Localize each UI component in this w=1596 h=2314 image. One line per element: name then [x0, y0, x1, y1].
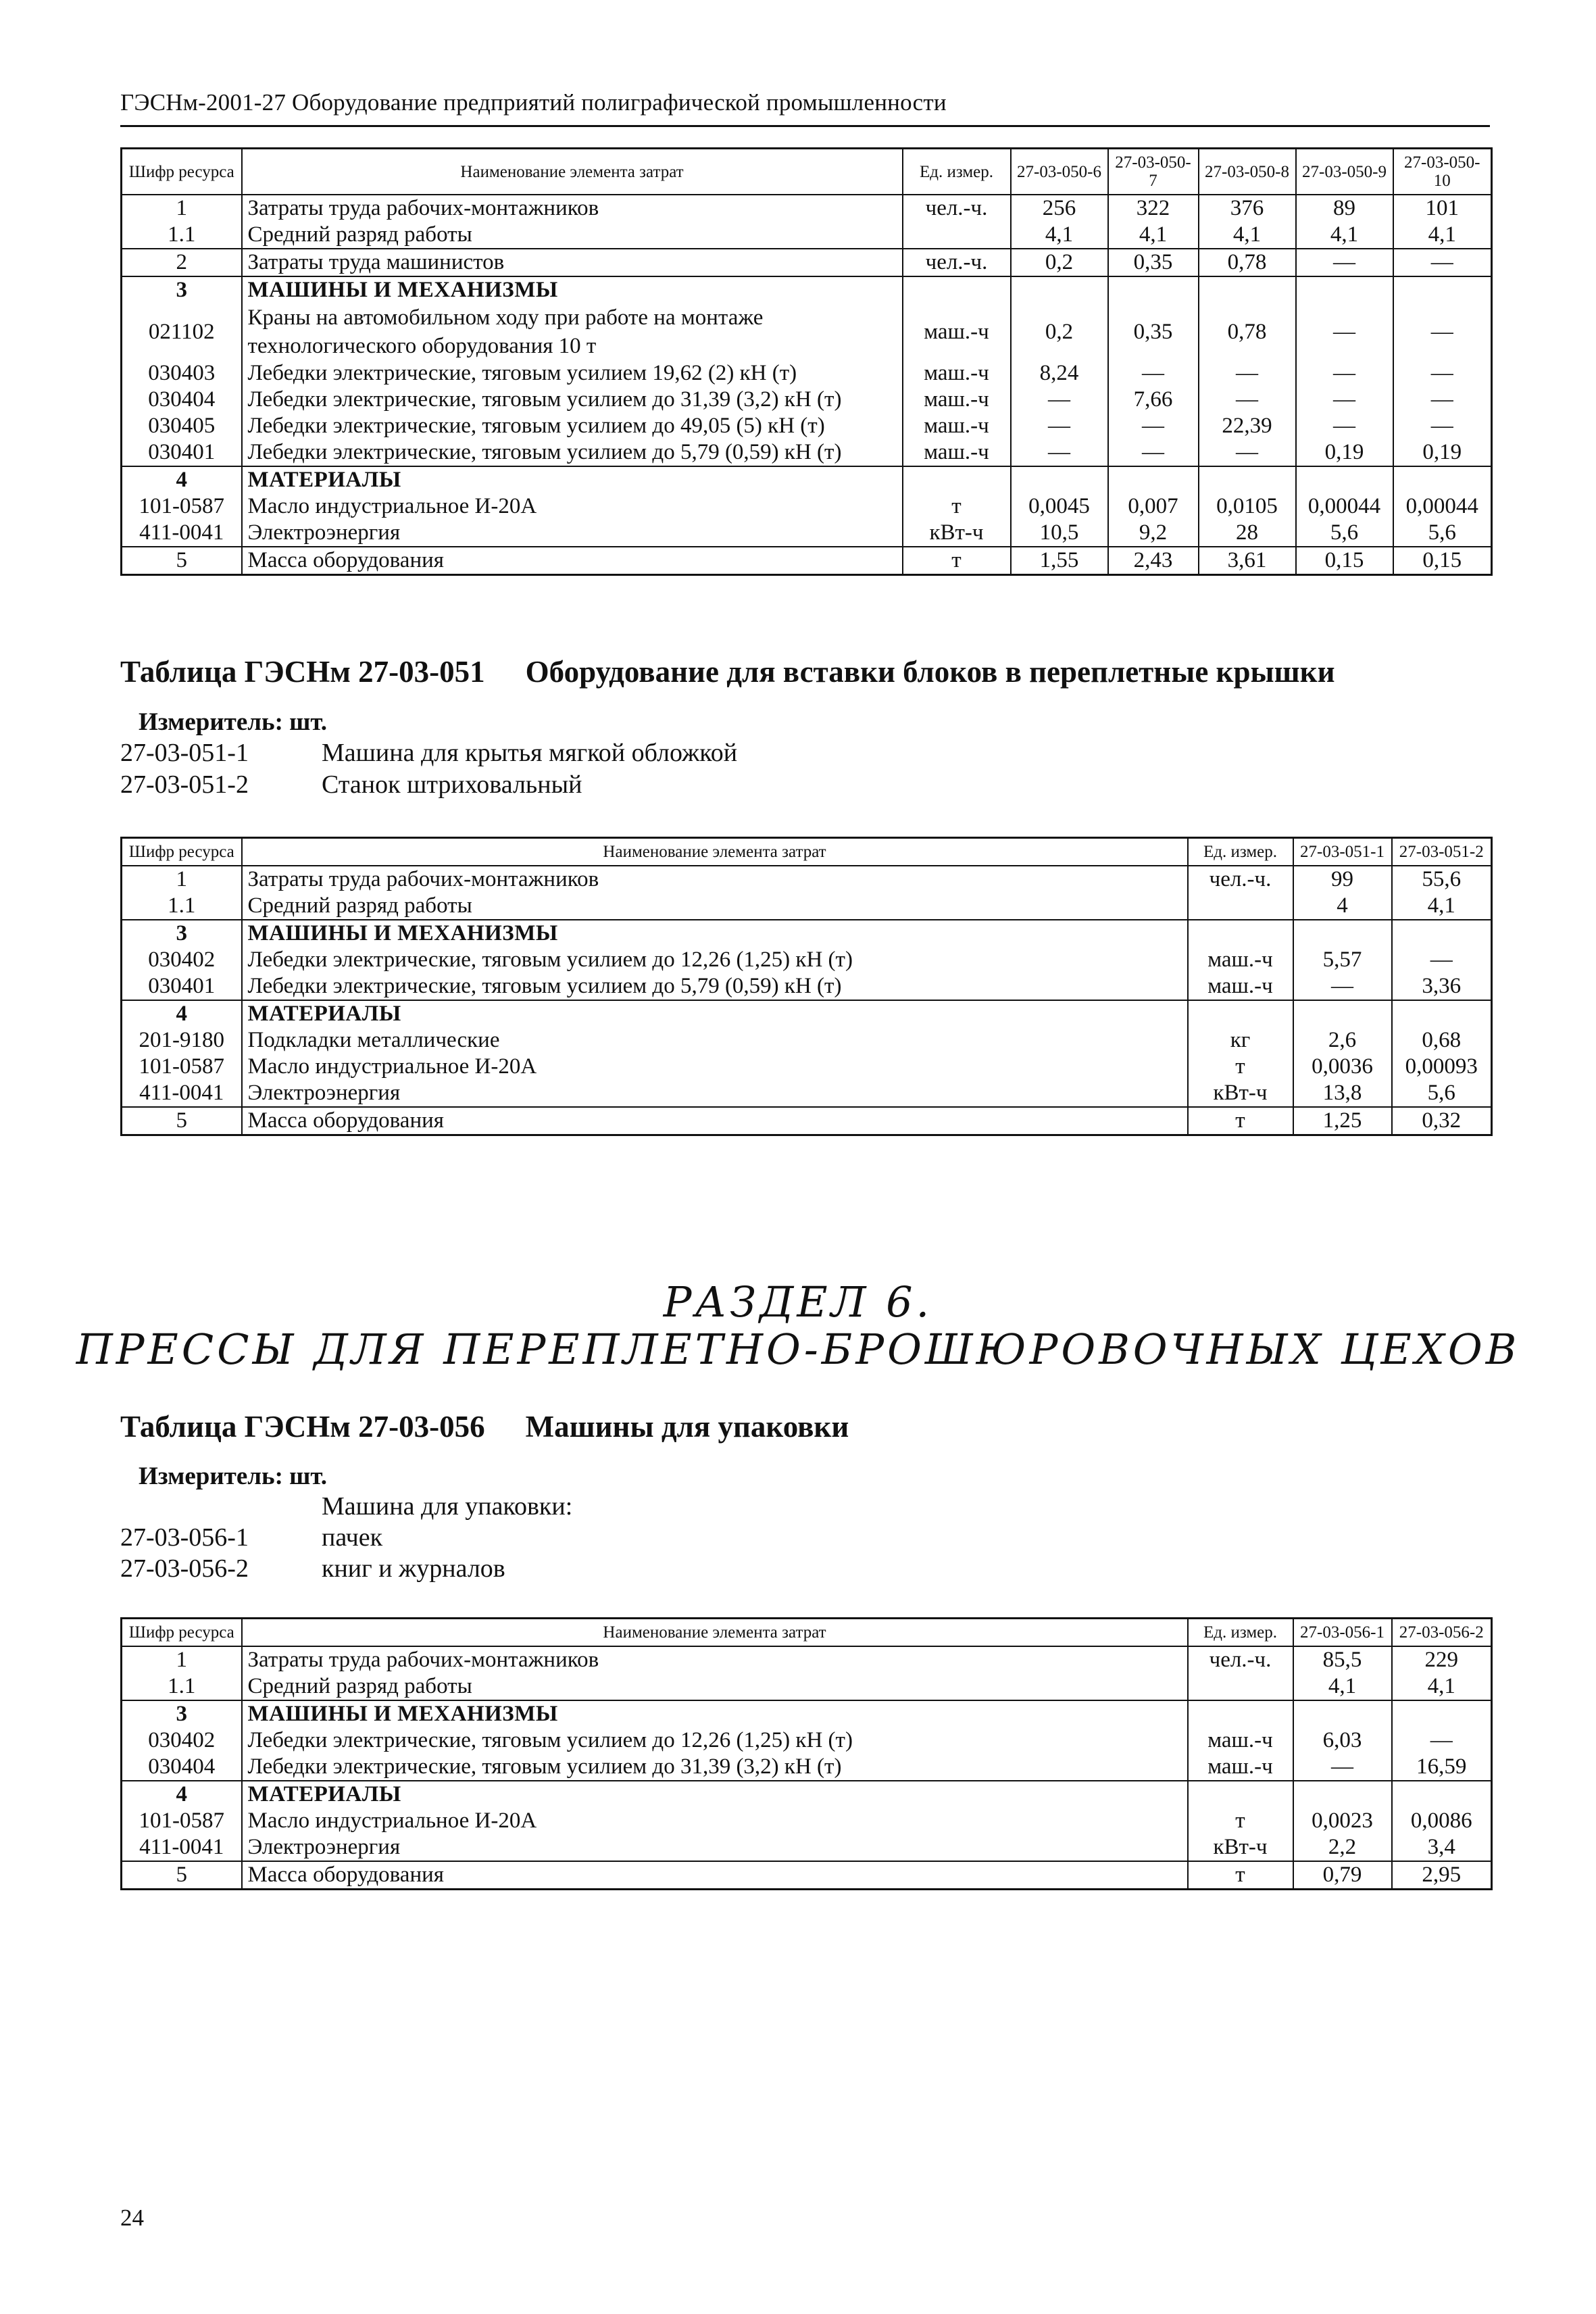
cell-unit: маш.-ч [903, 439, 1011, 466]
cell-unit: маш.-ч [1188, 1727, 1293, 1754]
cell-unit: чел.-ч. [903, 195, 1011, 222]
cell-cost-element: Масса оборудования [242, 547, 903, 575]
cell-resource-code: 1.1 [122, 222, 242, 249]
cell-resource-code: 3 [122, 276, 242, 303]
cell-resource-code: 5 [122, 547, 242, 575]
cell-unit: маш.-ч [1188, 947, 1293, 973]
cell-value: 4 [1293, 893, 1392, 920]
cell-value [1392, 1781, 1492, 1808]
cell-resource-code: 101-0587 [122, 1808, 242, 1834]
cell-value [1392, 1000, 1492, 1027]
cell-value [1199, 466, 1296, 493]
cell-resource-code: 030401 [122, 439, 242, 466]
cell-resource-code: 3 [122, 920, 242, 947]
cell-cost-element: Краны на автомобильном ходу при работе на монтаже технологического оборудования 10 т [242, 303, 903, 360]
cell-value: 0,0045 [1011, 493, 1108, 520]
cell-value: 0,0086 [1392, 1808, 1492, 1834]
cell-resource-code: 5 [122, 1107, 242, 1135]
cell-value: 1,25 [1293, 1107, 1392, 1135]
cell-cost-element: МАТЕРИАЛЫ [242, 1781, 1188, 1808]
table-intro: Машина для упаковки: [322, 1492, 573, 1521]
table-item-code: 27-03-051-1 [120, 739, 249, 767]
cell-unit: т [1188, 1861, 1293, 1890]
cell-value: 4,1 [1011, 222, 1108, 249]
cell-resource-code: 1 [122, 195, 242, 222]
cell-value: 4,1 [1199, 222, 1296, 249]
cell-resource-code: 030402 [122, 947, 242, 973]
cell-cost-element: Затраты труда рабочих-монтажников [242, 195, 903, 222]
cell-value: 0,0036 [1293, 1054, 1392, 1080]
cell-unit: маш.-ч [1188, 1754, 1293, 1781]
cell-unit: т [903, 547, 1011, 575]
cell-value [1011, 276, 1108, 303]
cell-value: 5,6 [1296, 520, 1393, 547]
cost-table-27-03-051 [120, 837, 1493, 1136]
cell-unit: чел.-ч. [903, 249, 1011, 276]
cell-value: 4,1 [1392, 1673, 1492, 1700]
cell-resource-code: 411-0041 [122, 1834, 242, 1861]
cell-value: — [1011, 387, 1108, 413]
cell-cost-element: Лебедки электрические, тяговым усилием до 12,26 (1,25) кН (т) [242, 947, 1188, 973]
cell-value: 28 [1199, 520, 1296, 547]
cell-value [1296, 276, 1393, 303]
cell-cost-element: Лебедки электрические, тяговым усилием 19,62 (2) кН (т) [242, 360, 903, 387]
cell-unit: кВт-ч [1188, 1834, 1293, 1861]
table-body [122, 866, 1492, 1135]
cell-value: 0,32 [1392, 1107, 1492, 1135]
table-item-code: 27-03-056-1 [120, 1523, 249, 1552]
cell-cost-element: Подкладки металлические [242, 1027, 1188, 1054]
cell-value: 0,2 [1011, 303, 1108, 360]
cell-unit [1188, 1673, 1293, 1700]
cell-value: 16,59 [1392, 1754, 1492, 1781]
cell-value: — [1199, 387, 1296, 413]
table-row [122, 1700, 1492, 1727]
cell-value: — [1296, 303, 1393, 360]
cell-value: 9,2 [1108, 520, 1199, 547]
cell-value: 0,00093 [1392, 1054, 1492, 1080]
col-header-resource: 27-03-056-1 [1293, 1619, 1392, 1647]
table-title-code: Таблица ГЭСНм 27-03-056 [120, 1410, 485, 1444]
cell-value: — [1108, 439, 1199, 466]
table-row [122, 893, 1492, 920]
cell-unit: т [1188, 1107, 1293, 1135]
cell-value: — [1392, 947, 1492, 973]
cell-resource-code: 101-0587 [122, 493, 242, 520]
cell-cost-element: Электроэнергия [242, 520, 903, 547]
cell-value [1293, 920, 1392, 947]
cell-value: 4,1 [1293, 1673, 1392, 1700]
table-row [122, 387, 1492, 413]
table-row [122, 866, 1492, 893]
cell-cost-element: Средний разряд работы [242, 893, 1188, 920]
col-header-name: Наименование элемента затрат [242, 1619, 1188, 1647]
col-header-resource: 27-03-050-6 [1011, 149, 1108, 195]
cell-value [1392, 1700, 1492, 1727]
cell-cost-element: Электроэнергия [242, 1834, 1188, 1861]
cell-resource-code: 4 [122, 1000, 242, 1027]
cell-cost-element: Лебедки электрические, тяговым усилием до 5,79 (0,59) кН (т) [242, 439, 903, 466]
cell-value: — [1393, 387, 1492, 413]
cell-cost-element: МАТЕРИАЛЫ [242, 1000, 1188, 1027]
cell-resource-code: 030401 [122, 973, 242, 1000]
running-header: ГЭСНм-2001-27 Оборудование предприятий полиграфической промышленности [120, 89, 947, 116]
cell-unit: маш.-ч [903, 360, 1011, 387]
table-body [122, 195, 1492, 575]
cell-unit [1188, 1781, 1293, 1808]
col-header-resource: 27-03-050-7 [1108, 149, 1199, 195]
cost-table-27-03-056 [120, 1617, 1493, 1890]
col-header-code: Шифр ресурса [122, 1619, 242, 1647]
table-header-row [122, 838, 1492, 866]
cell-unit [1188, 1700, 1293, 1727]
cell-value [1108, 466, 1199, 493]
cell-value: 5,6 [1393, 520, 1492, 547]
table-row [122, 947, 1492, 973]
cell-value: — [1199, 360, 1296, 387]
cell-resource-code: 411-0041 [122, 1080, 242, 1107]
cell-unit [1188, 893, 1293, 920]
cell-value: 322 [1108, 195, 1199, 222]
table-row [122, 547, 1492, 575]
cell-value: — [1393, 360, 1492, 387]
col-header-resource: 27-03-050-9 [1296, 149, 1393, 195]
col-header-resource: 27-03-050-10 [1393, 149, 1492, 195]
table-row [122, 1027, 1492, 1054]
cell-unit [903, 276, 1011, 303]
col-header-resource: 27-03-056-2 [1392, 1619, 1492, 1647]
cell-unit: маш.-ч [1188, 973, 1293, 1000]
cell-value: — [1293, 1754, 1392, 1781]
cell-resource-code: 1 [122, 866, 242, 893]
measure-label: Измеритель: шт. [139, 708, 328, 736]
table-title-text: Оборудование для вставки блоков в переплетные крышки [525, 655, 1335, 689]
cell-value [1393, 276, 1492, 303]
cell-value: 3,4 [1392, 1834, 1492, 1861]
cell-value: 2,6 [1293, 1027, 1392, 1054]
cell-value [1199, 276, 1296, 303]
table-row [122, 1754, 1492, 1781]
table-row [122, 493, 1492, 520]
cell-value: 0,00044 [1393, 493, 1492, 520]
cell-value: — [1296, 413, 1393, 439]
table-item-text: Станок штриховальный [322, 770, 582, 799]
cell-value: — [1392, 1727, 1492, 1754]
cell-value: 0,78 [1199, 249, 1296, 276]
cell-value [1392, 920, 1492, 947]
table-item-text: Машина для крытья мягкой обложкой [322, 739, 738, 767]
table-row [122, 920, 1492, 947]
table-item [120, 770, 582, 799]
cell-resource-code: 2 [122, 249, 242, 276]
table-title-text: Машины для упаковки [525, 1410, 849, 1444]
cell-unit: т [1188, 1808, 1293, 1834]
table-title-code: Таблица ГЭСНм 27-03-051 [120, 655, 485, 689]
cell-value: 7,66 [1108, 387, 1199, 413]
cell-value: 0,35 [1108, 249, 1199, 276]
cell-value: — [1293, 973, 1392, 1000]
cell-value: 4,1 [1392, 893, 1492, 920]
cell-value: 0,00044 [1296, 493, 1393, 520]
table-item-text: книг и журналов [322, 1554, 505, 1583]
cell-value: 5,57 [1293, 947, 1392, 973]
cell-cost-element: Масса оборудования [242, 1107, 1188, 1135]
cell-cost-element: Затраты труда рабочих-монтажников [242, 1646, 1188, 1673]
cell-value: — [1108, 413, 1199, 439]
table-body [122, 1646, 1492, 1890]
cell-value: 0,68 [1392, 1027, 1492, 1054]
cell-resource-code: 3 [122, 1700, 242, 1727]
col-header-unit: Ед. измер. [903, 149, 1011, 195]
cell-cost-element: Лебедки электрические, тяговым усилием до 31,39 (3,2) кН (т) [242, 1754, 1188, 1781]
cell-value: — [1393, 303, 1492, 360]
cell-unit [903, 222, 1011, 249]
cell-value: — [1011, 439, 1108, 466]
cell-cost-element: Электроэнергия [242, 1080, 1188, 1107]
cell-cost-element: Затраты труда машинистов [242, 249, 903, 276]
table-row [122, 1054, 1492, 1080]
cell-value: 0,35 [1108, 303, 1199, 360]
table-row [122, 1673, 1492, 1700]
cell-value: 2,43 [1108, 547, 1199, 575]
cell-cost-element: Лебедки электрические, тяговым усилием до 49,05 (5) кН (т) [242, 413, 903, 439]
cell-value: 13,8 [1293, 1080, 1392, 1107]
cell-value: 5,6 [1392, 1080, 1492, 1107]
cell-value: 6,03 [1293, 1727, 1392, 1754]
cell-cost-element: Масло индустриальное И-20А [242, 1808, 1188, 1834]
col-header-name: Наименование элемента затрат [242, 149, 903, 195]
table-row [122, 249, 1492, 276]
cell-value: 0,0105 [1199, 493, 1296, 520]
cell-cost-element: Лебедки электрические, тяговым усилием до 12,26 (1,25) кН (т) [242, 1727, 1188, 1754]
cell-value: 0,0023 [1293, 1808, 1392, 1834]
cell-resource-code: 030404 [122, 1754, 242, 1781]
section-subtitle: ПРЕССЫ ДЛЯ ПЕРЕПЛЕТНО-БРОШЮРОВОЧНЫХ ЦЕХОВ [76, 1325, 1520, 1374]
table-row [122, 439, 1492, 466]
table-row [122, 466, 1492, 493]
cell-cost-element: Лебедки электрические, тяговым усилием до 31,39 (3,2) кН (т) [242, 387, 903, 413]
table-row [122, 1646, 1492, 1673]
table-header-row [122, 1619, 1492, 1647]
cell-value: 2,2 [1293, 1834, 1392, 1861]
cell-unit: кВт-ч [903, 520, 1011, 547]
cell-value: 101 [1393, 195, 1492, 222]
table-row [122, 1808, 1492, 1834]
cell-unit: маш.-ч [903, 303, 1011, 360]
table-row [122, 1727, 1492, 1754]
cell-value: 229 [1392, 1646, 1492, 1673]
cell-resource-code: 030402 [122, 1727, 242, 1754]
cell-resource-code: 101-0587 [122, 1054, 242, 1080]
cell-value: 0,15 [1296, 547, 1393, 575]
cell-resource-code: 1.1 [122, 893, 242, 920]
cell-value [1293, 1000, 1392, 1027]
cell-resource-code: 4 [122, 466, 242, 493]
cell-value: 55,6 [1392, 866, 1492, 893]
cell-unit: т [1188, 1054, 1293, 1080]
cell-value: — [1296, 249, 1393, 276]
cell-unit: чел.-ч. [1188, 1646, 1293, 1673]
header-rule [120, 125, 1490, 127]
cell-unit: маш.-ч [903, 387, 1011, 413]
cell-value: 0,007 [1108, 493, 1199, 520]
cell-value: — [1108, 360, 1199, 387]
cell-unit: т [903, 493, 1011, 520]
cell-value: 8,24 [1011, 360, 1108, 387]
cell-cost-element: МАТЕРИАЛЫ [242, 466, 903, 493]
cell-value: 2,95 [1392, 1861, 1492, 1890]
col-header-code: Шифр ресурса [122, 149, 242, 195]
cell-value: 99 [1293, 866, 1392, 893]
table-row [122, 973, 1492, 1000]
cell-resource-code: 411-0041 [122, 520, 242, 547]
table-row [122, 303, 1492, 360]
cell-value: 0,2 [1011, 249, 1108, 276]
col-header-unit: Ед. измер. [1188, 1619, 1293, 1647]
table-row [122, 1834, 1492, 1861]
table-row [122, 222, 1492, 249]
cell-value [1393, 466, 1492, 493]
table-item [120, 1523, 382, 1552]
cell-resource-code: 1.1 [122, 1673, 242, 1700]
cell-value: 10,5 [1011, 520, 1108, 547]
cell-resource-code: 201-9180 [122, 1027, 242, 1054]
table-row [122, 1781, 1492, 1808]
table-row [122, 520, 1492, 547]
cell-unit: чел.-ч. [1188, 866, 1293, 893]
cell-value: 22,39 [1199, 413, 1296, 439]
cell-unit: маш.-ч [903, 413, 1011, 439]
table-item [120, 738, 737, 768]
cell-value: — [1296, 387, 1393, 413]
cell-resource-code: 030403 [122, 360, 242, 387]
cell-value: 3,36 [1392, 973, 1492, 1000]
table-item [120, 1554, 505, 1583]
cell-resource-code: 4 [122, 1781, 242, 1808]
cost-table-27-03-050 [120, 147, 1493, 576]
table-row [122, 1080, 1492, 1107]
page-number: 24 [120, 2205, 144, 2231]
cell-resource-code: 030404 [122, 387, 242, 413]
cell-cost-element: МАШИНЫ И МЕХАНИЗМЫ [242, 920, 1188, 947]
table-row [122, 360, 1492, 387]
section-title: РАЗДЕЛ 6. [663, 1277, 933, 1327]
table-row [122, 195, 1492, 222]
cell-value: 85,5 [1293, 1646, 1392, 1673]
cell-cost-element: МАШИНЫ И МЕХАНИЗМЫ [242, 276, 903, 303]
cell-unit: кг [1188, 1027, 1293, 1054]
cell-cost-element: МАШИНЫ И МЕХАНИЗМЫ [242, 1700, 1188, 1727]
cell-value: — [1393, 413, 1492, 439]
table-row [122, 413, 1492, 439]
cell-resource-code: 030405 [122, 413, 242, 439]
cell-value [1293, 1700, 1392, 1727]
col-header-resource: 27-03-051-2 [1392, 838, 1492, 866]
cell-value: 89 [1296, 195, 1393, 222]
measure-label: Измеритель: шт. [139, 1462, 328, 1490]
cell-value: 0,79 [1293, 1861, 1392, 1890]
cell-value: 0,78 [1199, 303, 1296, 360]
cell-unit [1188, 920, 1293, 947]
table-row [122, 1000, 1492, 1027]
cell-value: 376 [1199, 195, 1296, 222]
cell-value: 4,1 [1393, 222, 1492, 249]
cell-resource-code: 5 [122, 1861, 242, 1890]
table-title-27-03-056 [120, 1409, 849, 1444]
cell-cost-element: Масло индустриальное И-20А [242, 493, 903, 520]
col-header-resource: 27-03-051-1 [1293, 838, 1392, 866]
col-header-unit: Ед. измер. [1188, 838, 1293, 866]
cell-value: 0,19 [1393, 439, 1492, 466]
cell-value: 0,15 [1393, 547, 1492, 575]
cell-value [1296, 466, 1393, 493]
cell-unit [903, 466, 1011, 493]
cell-value: — [1393, 249, 1492, 276]
cell-cost-element: Затраты труда рабочих-монтажников [242, 866, 1188, 893]
col-header-name: Наименование элемента затрат [242, 838, 1188, 866]
table-item-code: 27-03-056-2 [120, 1554, 249, 1583]
cell-value [1293, 1781, 1392, 1808]
table-item-code: 27-03-051-2 [120, 770, 249, 799]
cell-value [1108, 276, 1199, 303]
cell-value: 4,1 [1108, 222, 1199, 249]
cell-cost-element: Средний разряд работы [242, 222, 903, 249]
cell-cost-element: Лебедки электрические, тяговым усилием до 5,79 (0,59) кН (т) [242, 973, 1188, 1000]
table-row [122, 276, 1492, 303]
cell-value: 3,61 [1199, 547, 1296, 575]
cell-resource-code: 1 [122, 1646, 242, 1673]
cell-value: 4,1 [1296, 222, 1393, 249]
cell-cost-element: Средний разряд работы [242, 1673, 1188, 1700]
cell-value: 0,19 [1296, 439, 1393, 466]
table-header-row [122, 149, 1492, 195]
cell-value: — [1296, 360, 1393, 387]
cell-unit: кВт-ч [1188, 1080, 1293, 1107]
table-title-27-03-051 [120, 654, 1335, 689]
cell-value [1011, 466, 1108, 493]
table-item-text: пачек [322, 1523, 383, 1552]
cell-cost-element: Масса оборудования [242, 1861, 1188, 1890]
cell-value: 1,55 [1011, 547, 1108, 575]
cell-cost-element: Масло индустриальное И-20А [242, 1054, 1188, 1080]
col-header-resource: 27-03-050-8 [1199, 149, 1296, 195]
cell-resource-code: 021102 [122, 303, 242, 360]
col-header-code: Шифр ресурса [122, 838, 242, 866]
cell-value: 256 [1011, 195, 1108, 222]
cell-value: — [1199, 439, 1296, 466]
table-row [122, 1861, 1492, 1890]
cell-value: — [1011, 413, 1108, 439]
cell-unit [1188, 1000, 1293, 1027]
table-row [122, 1107, 1492, 1135]
